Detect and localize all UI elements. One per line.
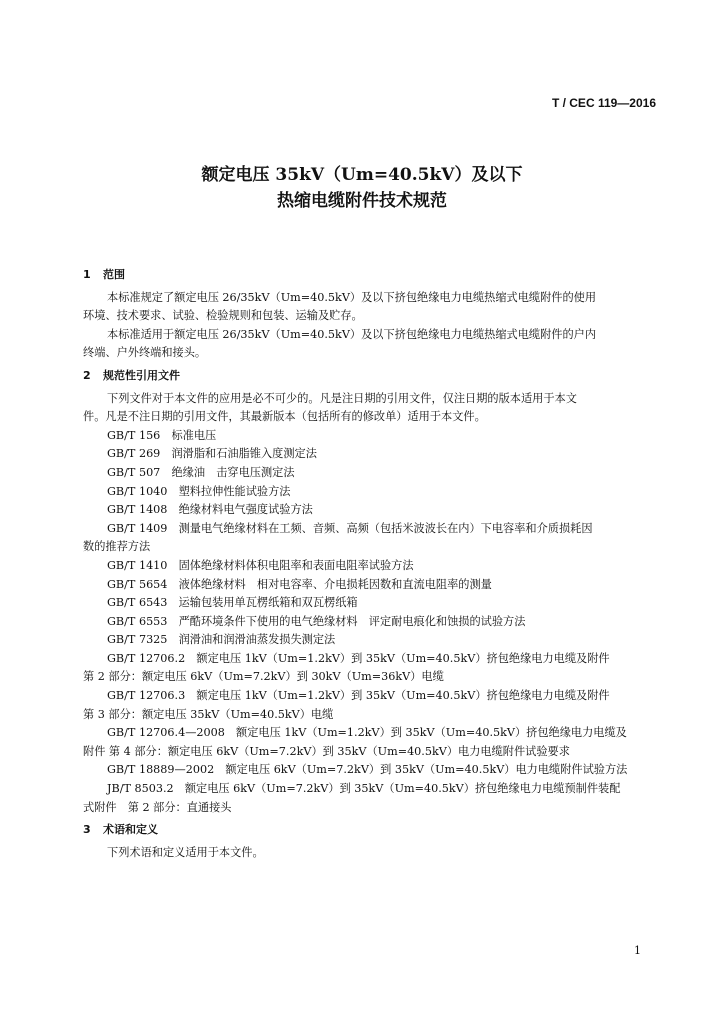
reference-item: GB/T 6553 严酷环境条件下使用的电气绝缘材料 评定耐电痕化和蚀损的试验方法 — [107, 614, 526, 628]
reference-item: GB/T 6543 运输包装用单瓦楞纸箱和双瓦楞纸箱 — [107, 596, 358, 610]
reference-item: JB/T 8503.2 额定电压 6kV（Um=7.2kV）到 35kV（Um=40.5kV）挤包绝缘电力电缆预制件装配 — [107, 782, 621, 796]
reference-item: GB/T 12706.3 额定电压 1kV（Um=1.2kV）到 35kV（Um=40.5kV）挤包绝缘电力电缆及附件 — [107, 689, 610, 703]
reference-item-continuation: 第 3 部分：额定电压 35kV（Um=40.5kV）电缆 — [83, 707, 334, 721]
paragraph-line: 终端、户外终端和接头。 — [83, 346, 207, 360]
reference-item-continuation: 附件 第 4 部分：额定电压 6kV（Um=7.2kV）到 35kV（Um=40.5kV）电力电缆附件试验要求 — [83, 744, 570, 758]
paragraph-line: 本标准规定了额定电压 26/35kV（Um=40.5kV）及以下挤包绝缘电力电缆热缩式电缆附件的使用 — [107, 290, 597, 304]
reference-item: GB/T 269 润滑脂和石油脂锥入度测定法 — [107, 447, 317, 461]
section-heading-3: 3 术语和定义 — [83, 823, 158, 837]
paragraph-line: 本标准适用于额定电压 26/35kV（Um=40.5kV）及以下挤包绝缘电力电缆热缩式电缆附件的户内 — [107, 327, 597, 341]
document-title-line1: 额定电压 35kV（Um=40.5kV）及以下 — [201, 165, 523, 185]
paragraph-line: 下列文件对于本文件的应用是必不可少的。凡是注日期的引用文件，仅注日期的版本适用于本文 — [107, 391, 577, 405]
reference-item-continuation: 数的推荐方法 — [83, 540, 151, 554]
reference-item: GB/T 1409 测量电气绝缘材料在工频、音频、高频（包括米波波长在内）下电容率和介质损耗因 — [107, 521, 593, 535]
reference-item: GB/T 1410 固体绝缘材料体积电阻率和表面电阻率试验方法 — [107, 558, 414, 572]
reference-item: GB/T 5654 液体绝缘材料 相对电容率、介电损耗因数和直流电阻率的测量 — [107, 577, 492, 591]
section-heading-1: 1 范围 — [83, 268, 125, 281]
reference-item: GB/T 507 绝缘油 击穿电压测定法 — [107, 465, 295, 479]
page-number: 1 — [634, 944, 641, 957]
reference-item: GB/T 1040 塑料拉伸性能试验方法 — [107, 484, 291, 498]
reference-item-continuation: 第 2 部分：额定电压 6kV（Um=7.2kV）到 30kV（Um=36kV）电缆 — [83, 670, 444, 684]
document-body — [83, 266, 658, 862]
paragraph-line: 环境、技术要求、试验、检验规则和包装、运输及贮存。 — [83, 309, 363, 323]
reference-item-continuation: 式附件 第 2 部分：直通接头 — [83, 800, 232, 814]
reference-item: GB/T 156 标准电压 — [107, 428, 217, 442]
paragraph-line: 下列术语和定义适用于本文件。 — [107, 845, 264, 859]
reference-item: GB/T 7325 润滑油和润滑油蒸发损失测定法 — [107, 633, 336, 647]
section-heading-2: 2 规范性引用文件 — [83, 368, 180, 382]
reference-item: GB/T 12706.2 额定电压 1kV（Um=1.2kV）到 35kV（Um=40.5kV）挤包绝缘电力电缆及附件 — [107, 651, 610, 665]
reference-item: GB/T 1408 绝缘材料电气强度试验方法 — [107, 503, 313, 517]
standard-code: T / CEC 119—2016 — [551, 96, 656, 110]
reference-item: GB/T 12706.4—2008 额定电压 1kV（Um=1.2kV）到 35kV（Um=40.5kV）挤包绝缘电力电缆及 — [107, 726, 627, 740]
document-title-line2: 热缩电缆附件技术规范 — [277, 191, 447, 211]
reference-item: GB/T 18889—2002 额定电压 6kV（Um=7.2kV）到 35kV（Um=40.5kV）电力电缆附件试验方法 — [107, 763, 628, 777]
paragraph-line: 件。凡是不注日期的引用文件，其最新版本（包括所有的修改单）适用于本文件。 — [83, 410, 486, 424]
